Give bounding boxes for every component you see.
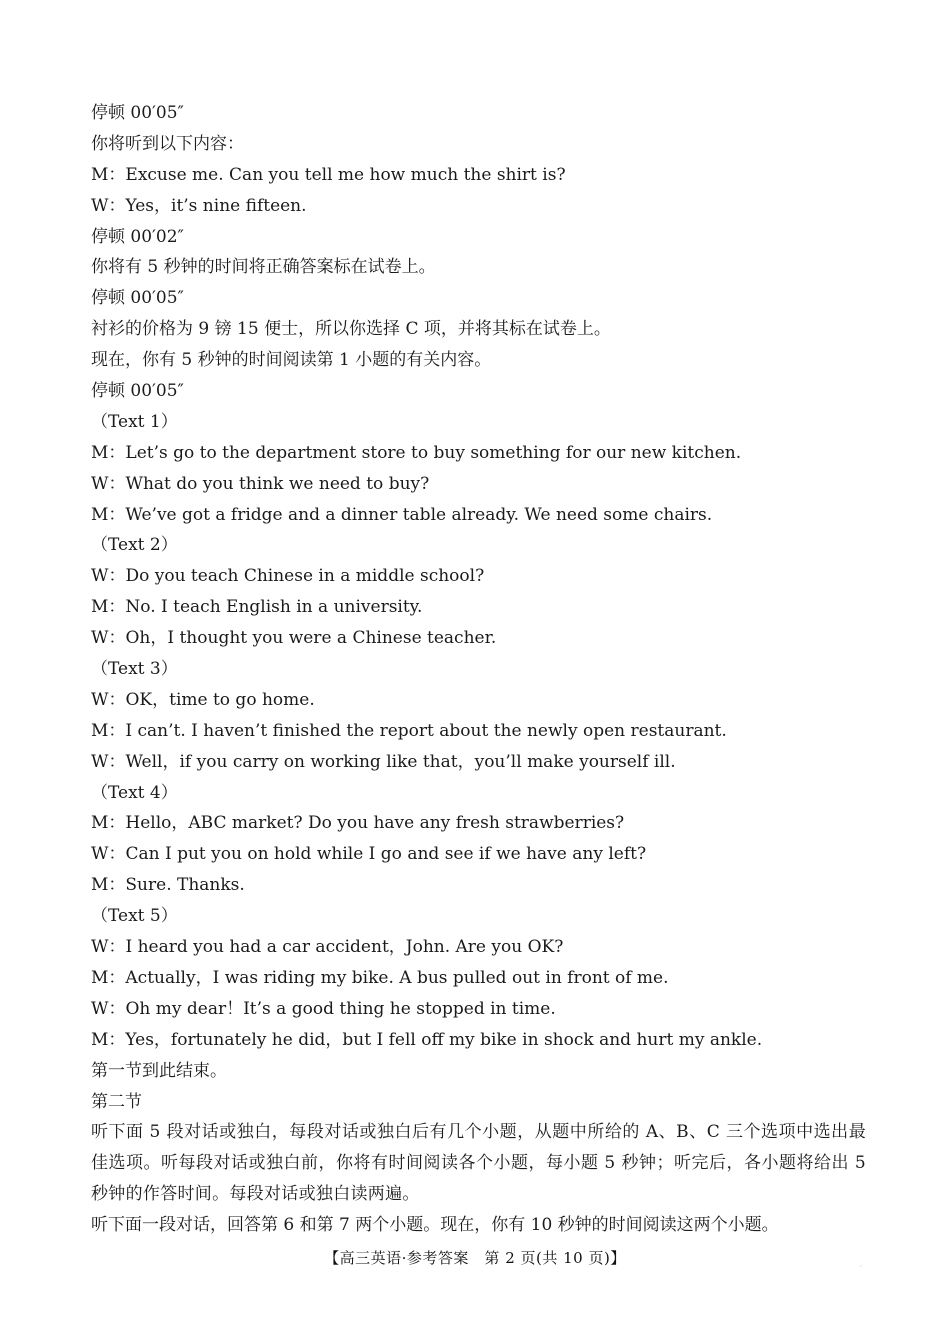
corner-mark: ·: [859, 1262, 862, 1271]
text-line: M：Excuse me. Can you tell me how much the shirt is?: [91, 164, 566, 185]
dialogue-line: M：Actually，I was riding my bike. A bus pulled out in front of me.: [91, 967, 669, 988]
document-body: [91, 98, 866, 1241]
dialogue-line: M：Let’s go to the department store to buy something for our new kitchen.: [91, 442, 742, 463]
text-line: 第一节到此结束。: [91, 1060, 227, 1081]
text-line: 停顿 00′05″: [91, 381, 184, 402]
text-line: 听下面一段对话，回答第 6 和第 7 两个小题。现在，你有 10 秒钟的时间阅读这两个小题。: [91, 1215, 779, 1236]
section-heading-text-4: （Text 4）: [91, 782, 178, 803]
dialogue-line: M：No. I teach English in a university.: [91, 597, 423, 618]
dialogue-line: M：Sure. Thanks.: [91, 875, 245, 896]
dialogue-line: W：What do you think we need to buy?: [91, 473, 430, 494]
dialogue-line: W：Oh，I thought you were a Chinese teacher.: [91, 628, 497, 649]
section-heading-part-2: 第二节: [91, 1091, 142, 1112]
text-line: 停顿 00′02″: [91, 226, 184, 247]
instructions-paragraph: 听下面 5 段对话或独白，每段对话或独白后有几个小题，从题中所给的 A、B、C 三个选项中选出最佳选项。听每段对话或独白前，你将有时间阅读各个小题，每小题 5 秒钟；听完后，各小题将给出 5 秒钟的作答时间。每段对话或独白读两遍。: [91, 1122, 866, 1205]
dialogue-line: M：I can’t. I haven’t finished the report about the newly open restaurant.: [91, 720, 727, 741]
text-line: 现在，你有 5 秒钟的时间阅读第 1 小题的有关内容。: [91, 350, 492, 371]
text-line: 衬衫的价格为 9 镑 15 便士，所以你选择 C 项，并将其标在试卷上。: [91, 319, 611, 340]
page-footer: 【高三英语·参考答案 第 2 页(共 10 页)】: [324, 1249, 626, 1267]
dialogue-line: W：Oh my dear！It’s a good thing he stopped in time.: [91, 998, 556, 1019]
dialogue-line: W：Do you teach Chinese in a middle school?: [91, 566, 485, 587]
text-line: 停顿 00′05″: [91, 288, 184, 309]
section-heading-text-5: （Text 5）: [91, 906, 178, 927]
dialogue-line: W：I heard you had a car accident，John. Are you OK?: [91, 937, 564, 958]
text-line: 停顿 00′05″: [91, 103, 184, 123]
section-heading-text-3: （Text 3）: [91, 659, 178, 680]
section-heading-text-1: （Text 1）: [91, 411, 178, 432]
dialogue-line: W：Can I put you on hold while I go and see if we have any left?: [91, 844, 647, 865]
dialogue-line: M：Yes，fortunately he did，but I fell off my bike in shock and hurt my ankle.: [91, 1029, 763, 1050]
dialogue-line: M：Hello，ABC market? Do you have any fresh strawberries?: [91, 813, 625, 834]
text-line: 你将有 5 秒钟的时间将正确答案标在试卷上。: [91, 257, 436, 278]
section-heading-text-2: （Text 2）: [91, 535, 178, 556]
dialogue-line: M：We’ve got a fridge and a dinner table already. We need some chairs.: [91, 504, 713, 525]
dialogue-line: W：Well，if you carry on working like that，you’ll make yourself ill.: [91, 751, 676, 772]
text-line: 你将听到以下内容：: [91, 133, 244, 154]
text-line: W：Yes，it’s nine fifteen.: [91, 195, 307, 216]
dialogue-line: W：OK，time to go home.: [91, 689, 315, 710]
